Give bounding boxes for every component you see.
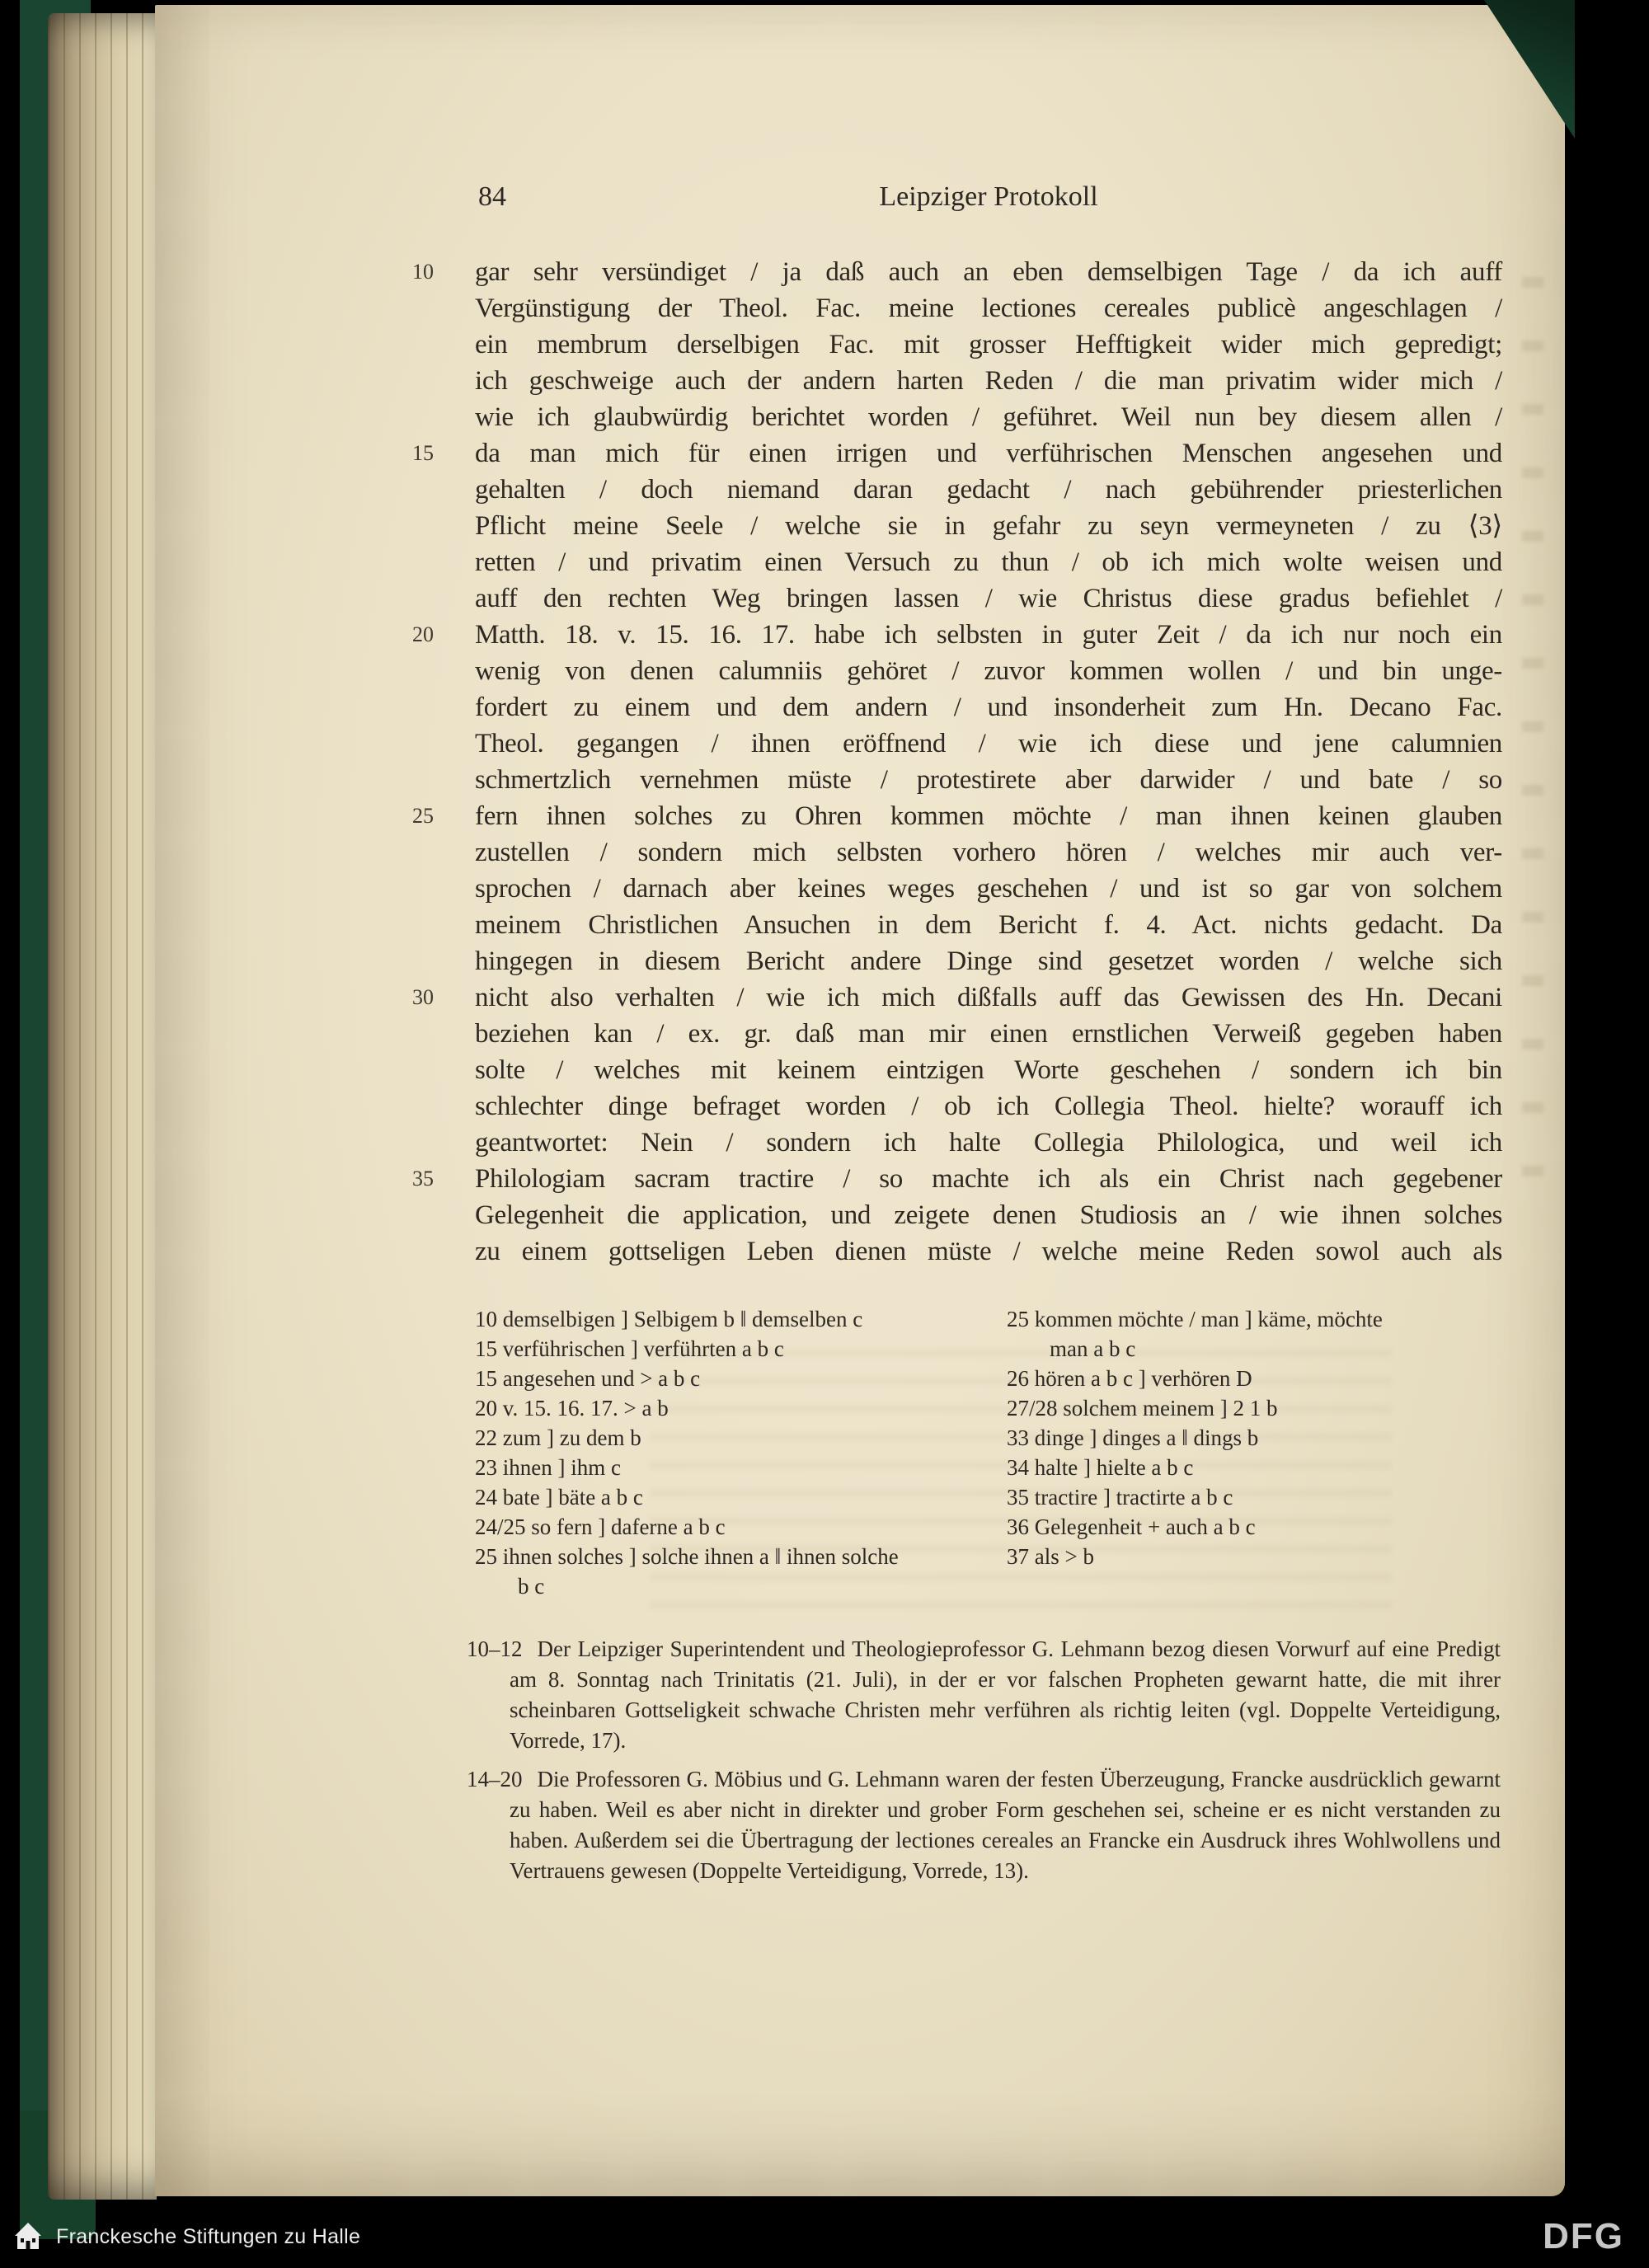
text-line xyxy=(412,435,1502,472)
apparatus-entry: 33 dinge ] dinges a ‖ dings b xyxy=(1007,1425,1259,1450)
line-text: Vergünstigung der Theol. Fac. meine lectiones cereales publicè angeschlagen / xyxy=(475,293,1502,323)
body-lines xyxy=(412,254,1502,1270)
archive-name: Franckesche Stiftungen zu Halle xyxy=(56,2224,361,2248)
footer-left xyxy=(12,2220,360,2253)
page-edges-stack xyxy=(48,13,157,2200)
line-text: Matth. 18. v. 15. 16. 17. habe ich selbsten in guter Zeit / da ich nur noch ein xyxy=(475,620,1502,650)
page-header xyxy=(475,181,1502,219)
text-line xyxy=(475,943,1502,979)
apparatus-entry: b c xyxy=(518,1574,545,1599)
text-line xyxy=(412,979,1502,1016)
line-text: retten / und privatim einen Versuch zu thun / ob ich mich wolte weisen und xyxy=(475,547,1502,577)
apparatus-entry: 34 halte ] hielte a b c xyxy=(1007,1455,1194,1480)
text-line xyxy=(475,399,1502,435)
apparatus-entry: 25 ihnen solches ] solche ihnen a ‖ ihnen solche xyxy=(475,1544,899,1569)
line-text: ein membrum derselbigen Fac. mit grosser Hefftigkeit wider mich gepredigt; xyxy=(475,330,1502,359)
text-line xyxy=(412,617,1502,653)
line-text: Pflicht meine Seele / welche sie in gefahr zu seyn vermeyneten / zu ⟨3⟩ xyxy=(475,511,1502,541)
line-text: beziehen kan / ex. gr. daß man mir einen ernstlichen Verweiß gegeben haben xyxy=(475,1019,1502,1049)
line-text: Gelegenheit die application, und zeigete denen Studiosis an / wie ihnen solches xyxy=(475,1200,1502,1230)
line-number: 15 xyxy=(412,441,434,465)
text-line xyxy=(475,1125,1502,1161)
text-line xyxy=(475,762,1502,798)
text-line xyxy=(475,871,1502,907)
line-text: gar sehr versündiget / ja daß auch an eben demselbigen Tage / da ich auff xyxy=(475,257,1502,287)
line-text: Theol. gegangen / ihnen eröffnend / wie ich diese und jene calumnien xyxy=(475,729,1502,758)
text-line xyxy=(475,1233,1502,1270)
line-number: 35 xyxy=(412,1167,434,1190)
commentary-entry: 10–12 Der Leipziger Superintendent und Theologieprofessor G. Lehmann bezog diesen Vorwurf auf eine Predigt am 8. Sonntag nach Trinitatis (21. Juli), in der er vor falschen Propheten gewarnt hatte, die mit ihrer scheinbaren Gottseligkeit schwache Christen mehr verführen als richtig leiten (vgl. Doppelte Verteidigung, Vorrede, 17). xyxy=(467,1636,1501,1753)
line-text: auff den rechten Weg bringen lassen / wie Christus diese gradus befiehlet / xyxy=(475,584,1502,613)
line-text: da man mich für einen irrigen und verführischen Menschen angesehen und xyxy=(475,439,1502,468)
line-text: fern ihnen solches zu Ohren kommen möchte / man ihnen keinen glauben xyxy=(475,801,1502,831)
apparatus-entry: 35 tractire ] tractirte a b c xyxy=(1007,1485,1233,1510)
text-line xyxy=(475,508,1502,544)
line-number: 20 xyxy=(412,622,434,646)
line-text: geantwortet: Nein / sondern ich halte Collegia Philologica, und weil ich xyxy=(475,1128,1502,1157)
apparatus-entry: 25 kommen möchte / man ] käme, möchte xyxy=(1007,1307,1383,1331)
line-text: wie ich glaubwürdig berichtet worden / geführet. Weil nun bey diesem allen / xyxy=(475,402,1502,432)
text-line xyxy=(475,290,1502,326)
line-text: sprochen / darnach aber keines weges geschehen / und ist so gar von solchem xyxy=(475,874,1502,904)
line-text: schlechter dinge befraget worden / ob ich Collegia Theol. hielte? worauff ich xyxy=(475,1092,1502,1121)
text-line xyxy=(475,326,1502,363)
page-number: 84 xyxy=(478,181,506,212)
text-line xyxy=(475,1088,1502,1125)
line-number: 10 xyxy=(412,260,434,284)
apparatus-entry: 20 v. 15. 16. 17. > a b xyxy=(475,1396,669,1420)
apparatus-entry: 24 bate ] bäte a b c xyxy=(475,1485,643,1510)
text-line xyxy=(412,798,1502,834)
line-text: meinem Christlichen Ansuchen in dem Bericht f. 4. Act. nichts gedacht. Da xyxy=(475,910,1502,940)
apparatus-entry: 10 demselbigen ] Selbigem b ‖ demselben c xyxy=(475,1307,863,1331)
show-through-marks xyxy=(1522,277,1543,1225)
line-text: wenig von denen calumniis gehöret / zuvor kommen wollen / und bin unge- xyxy=(475,656,1502,686)
text-line xyxy=(475,907,1502,943)
text-line xyxy=(475,363,1502,399)
line-text: zu einem gottseligen Leben dienen müste / welche meine Reden sowol auch als xyxy=(475,1237,1502,1266)
text-line xyxy=(475,725,1502,762)
apparatus-entry: 24/25 so fern ] daferne a b c xyxy=(475,1514,726,1539)
apparatus-entry: 26 hören a b c ] verhören D xyxy=(1007,1366,1252,1391)
text-line xyxy=(412,254,1502,290)
dfg-logo: DFG xyxy=(1543,2216,1624,2256)
apparatus-entry: man a b c xyxy=(1050,1336,1136,1361)
line-text: solte / welches mit keinem eintzigen Worte geschehen / sondern ich bin xyxy=(475,1055,1502,1085)
text-line xyxy=(475,653,1502,689)
line-text: hingegen in diesem Bericht andere Dinge sind gesetzet worden / welche sich xyxy=(475,946,1502,976)
apparatus-left-column xyxy=(475,1304,990,1601)
line-text: nicht also verhalten / wie ich mich dißfalls auff das Gewissen des Hn. Decani xyxy=(475,983,1502,1012)
text-line xyxy=(475,544,1502,580)
text-line xyxy=(412,1161,1502,1197)
text-line xyxy=(475,1016,1502,1052)
line-text: zustellen / sondern mich selbsten vorhero hören / welches mir auch ver- xyxy=(475,838,1502,867)
line-number: 30 xyxy=(412,985,434,1009)
line-text: ich geschweige auch der andern harten Reden / die man privatim wider mich / xyxy=(475,366,1502,396)
commentary xyxy=(467,1634,1501,1895)
commentary-entry: 14–20 Die Professoren G. Möbius und G. Lehmann waren der festen Überzeugung, Francke ausdrücklich gewarnt zu haben. Weil es aber nicht in direkter und grober Form geschehen sei, scheine er es nicht verstanden zu haben. Außerdem sei die Übertragung der lectiones cereales an Francke ein Ausdruck ihres Wohlwollens und Vertrauens gewesen (Doppelte Verteidigung, Vorrede, 13). xyxy=(467,1767,1501,1883)
apparatus-entry: 27/28 solchem meinem ] 2 1 b xyxy=(1007,1396,1278,1420)
apparatus-entry: 37 als > b xyxy=(1007,1544,1094,1569)
text-line xyxy=(475,689,1502,725)
viewer-footer xyxy=(0,2209,1649,2268)
text-line xyxy=(475,1052,1502,1088)
line-text: fordert zu einem und dem andern / und insonderheit zum Hn. Decano Fac. xyxy=(475,693,1502,722)
line-text: gehalten / doch niemand daran gedacht / nach gebührender priesterlichen xyxy=(475,475,1502,505)
book-page xyxy=(155,5,1565,2196)
text-line xyxy=(475,834,1502,871)
text-line xyxy=(475,1197,1502,1233)
apparatus-right-column xyxy=(1007,1304,1502,1571)
apparatus-entry: 23 ihnen ] ihm c xyxy=(475,1455,621,1480)
commentary-line-ref: 14–20 xyxy=(467,1767,523,1791)
running-title: Leipziger Protokoll xyxy=(879,181,1098,212)
apparatus-entry: 15 verführischen ] verführten a b c xyxy=(475,1336,784,1361)
commentary-line-ref: 10–12 xyxy=(467,1636,523,1661)
franckesche-stiftungen-logo-icon xyxy=(12,2220,45,2253)
text-line xyxy=(475,472,1502,508)
line-number: 25 xyxy=(412,804,434,828)
apparatus-entry: 36 Gelegenheit + auch a b c xyxy=(1007,1514,1256,1539)
line-text: schmertzlich vernehmen müste / protestirete aber darwider / und bate / so xyxy=(475,765,1502,795)
apparatus-entry: 22 zum ] zu dem b xyxy=(475,1425,641,1450)
apparatus-entry: 15 angesehen und > a b c xyxy=(475,1366,701,1391)
line-text: Philologiam sacram tractire / so machte ich als ein Christ nach gegebener xyxy=(475,1164,1502,1194)
text-line xyxy=(475,580,1502,617)
